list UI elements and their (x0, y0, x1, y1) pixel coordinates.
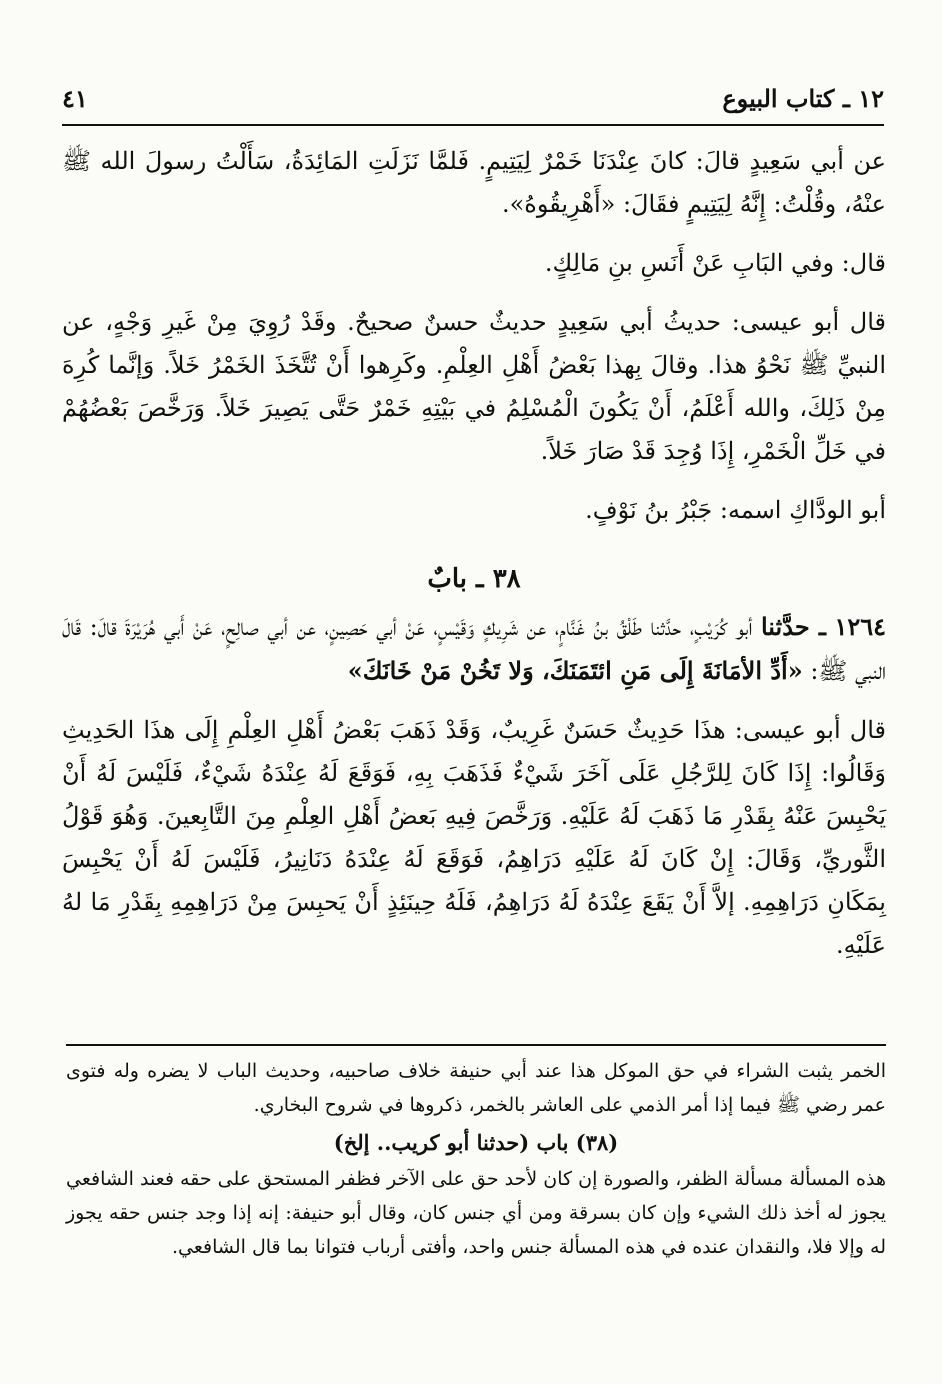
hadith-paragraph-1264 (62, 605, 886, 693)
narrator-note-paragraph: أبو الودَّاكِ اسمه: جَبْرُ بنُ نَوْفٍ. (585, 496, 886, 524)
hadith-chain: أبو كُرَيْبٍ، حدَّثنا طَلْقُ بنُ غَنَّامٍ، عن شَرِيكٍ وَقَيْسٍ، عَنْ أبي حَصِينٍ، عن أبي صالِحٍ، عَنْ أَبي هُرَيْرَةَ قالَ: قَالَ النبي ﷺ: (62, 613, 886, 685)
chapter-title: ١٢ ـ كتاب البيوع (722, 83, 884, 113)
abu-isa-commentary: قال أبو عيسى: هذَا حَدِيثٌ حَسَنٌ غَرِيبٌ، وَقَدْ ذَهَبَ بَعْضُ أَهْلِ العِلْمِ إِلَى هذَا الحَدِيثِ وَقَالُوا: إِذَا كَانَ لِلرَّجُلِ عَلَى آخَرَ شَيْءٌ فَذَهَبَ بِهِ، فَوَقَعَ لَهُ عِنْدَهُ شَيْءٌ، فَلَيْسَ لَهُ أَنْ يَحْبِسَ عَنْهُ بِقَدْرِ مَا ذَهَبَ لَهُ عَلَيْهِ. وَرَخَّصَ فِيهِ بَعضُ أَهْلِ العِلْمِ مِنَ التَّابِعينَ. وَهُوَ قَوْلُ الثَّوريِّ، وَقَالَ: إِنْ كَانَ لَهُ عَلَيْهِ دَرَاهِمُ، فَوَقَعَ لَهُ عِنْدَهُ دَنَانِيرُ، فَلَيْسَ لَهُ أَنْ يَحْبِسَ بِمَكَانِ دَرَاهِمِهِ. إلاَّ أَنْ يَقَعَ عِنْدَهُ لَهُ دَرَاهِمُ، فَلَهُ حِينَئِذٍ أَنْ يَحبِسَ مِنْ دَرَاهِمِهِ بِقَدْرِ مَا لهُ عَلَيْهِ. (62, 716, 887, 959)
footnote-rule (66, 1044, 886, 1046)
hadith-number: ١٢٦٤ (834, 612, 886, 641)
main-text (62, 140, 886, 967)
header-rule (62, 124, 884, 126)
footnote-paragraph-2: هذه المسألة مسألة الظفر، والصورة إن كان لأحد حق على الآخر فظفر المستحق على حقه فعند الشافعي يجوز له أخذ ذلك الشيء وإن كان بسرقة ومن أي جنس كان، وقال أبو حنيفة: إنه إذا وجد جنس حقه يجوز له وإلا فلا، والنقدان عنده في هذه المسألة جنس واحد، وأفتى أرباب فتوانا بما قال الشافعي. (66, 1168, 886, 1258)
commentary-paragraph: قال أبو عيسى: حديثُ أبي سَعِيدٍ حديثٌ حسنٌ صحيحٌ. وقَدْ رُوِيَ مِنْ غَيرِ وَجْهٍ، عن النبيِّ ﷺ نَحْوُ هذا. وقالَ بِهذا بَعْضُ أَهْلِ العِلْمِ. وكَرِهوا أَنْ تُتَّخَذَ الخَمْرُ خَلاً. وَإنَّما كُرِهَ مِنْ ذَلِكَ، والله أَعْلَمُ، أَنْ يَكُونَ الْمُسْلِمُ في بَيْتِهِ خَمْرٌ حَتَّى يَصِيرَ خَلاً. وَرَخَّصَ بَعْضُهُمْ في خَلِّ الْخَمْرِ، إِذَا وُجِدَ قَدْ صَارَ خَلاً. (62, 308, 886, 465)
hadith-marker: ـ حدَّثنا (760, 612, 826, 641)
footnote-heading: (٣٨) باب (حدثنا أبو كريب.. إلخ) (333, 1130, 619, 1155)
running-header (62, 78, 884, 118)
bab-note-paragraph: قال: وفي البَابِ عَنْ أَنَسِ بنِ مَالِكٍ. (544, 249, 886, 277)
hadith-paragraph-1: عن أبي سَعِيدٍ قالَ: كانَ عِنْدَنَا خَمْرٌ لِيَتِيمٍ. فَلمَّا نَزَلَتِ المَائِدَةُ، سَأَلْتُ رسولَ الله ﷺ عنْهُ، وقُلْتُ: إِنَّهُ لِيَتِيمٍ فقَالَ: «أَهْرِيقُوهُ». (62, 147, 887, 218)
hadith-quote: «أَدِّ الأمَانَةَ إِلَى مَنِ ائتَمَنَكَ، وَلا تَخُنْ مَنْ خَانَكَ» (347, 656, 803, 685)
footnote-paragraph-1: الخمر يثبت الشراء في حق الموكل هذا عند أبي حنيفة خلاف صاحبيه، وحديث الباب لا يضره وله فتوى عمر رضي ﷺ فيما إذا أمر الذمي على العاشر بالخمر، ذكروها في شروح البخاري. (66, 1060, 886, 1116)
footnotes (66, 1054, 886, 1264)
chapter-heading: ٣٨ ـ بابٌ (427, 564, 521, 594)
page-number: ٤١ (62, 83, 88, 113)
